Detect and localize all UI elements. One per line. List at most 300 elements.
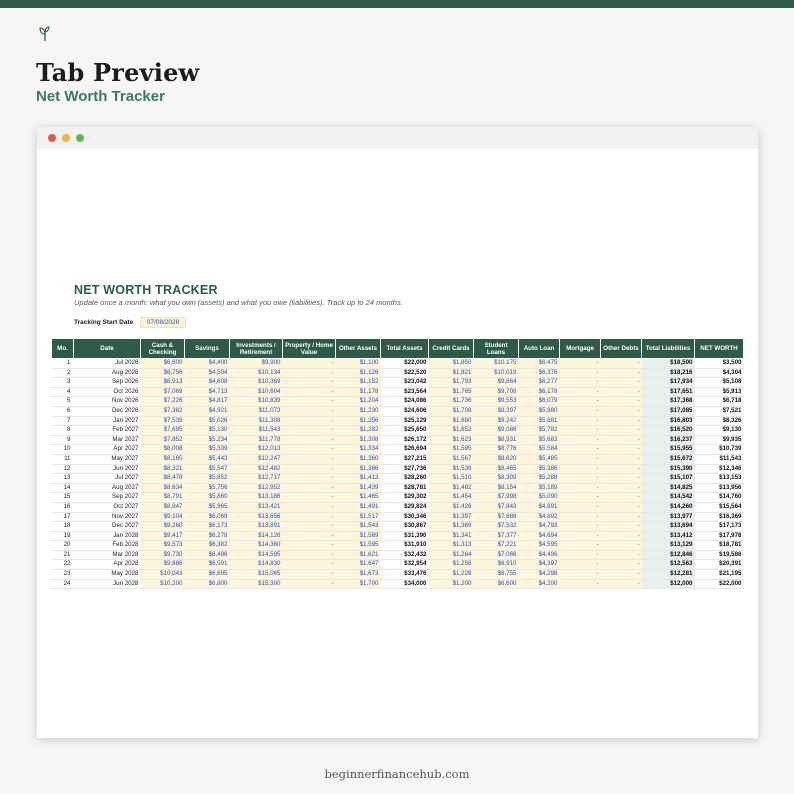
cell-net-worth: $6,718: [695, 397, 744, 407]
cell-student-loans[interactable]: $8,931: [474, 435, 519, 445]
cell-credit-cards[interactable]: $1,708: [429, 406, 474, 416]
cell-cash-checking[interactable]: $8,321: [141, 464, 185, 474]
cell-student-loans[interactable]: $7,998: [474, 493, 519, 503]
cell-credit-cards[interactable]: $1,256: [429, 560, 474, 570]
cell-savings[interactable]: $5,339: [185, 445, 230, 455]
cell-credit-cards[interactable]: $1,821: [429, 368, 474, 378]
cell-total-assets: $22,520: [381, 368, 429, 378]
cell-credit-cards[interactable]: $1,313: [429, 541, 474, 551]
sheet-title: NET WORTH TRACKER: [74, 283, 218, 297]
cell-other-assets[interactable]: $1,386: [336, 464, 381, 474]
cell-property-home-value[interactable]: -: [283, 359, 336, 369]
cell-credit-cards[interactable]: $1,228: [429, 570, 474, 580]
cell-investments-retirement[interactable]: $13,656: [230, 512, 283, 522]
cell-savings[interactable]: $5,026: [185, 416, 230, 426]
cell-other-assets[interactable]: $1,308: [336, 435, 381, 445]
cell-savings[interactable]: $6,591: [185, 560, 230, 570]
cell-month-number: 24: [52, 579, 74, 589]
cell-auto-loan[interactable]: $5,980: [519, 406, 560, 416]
cell-other-assets[interactable]: $1,439: [336, 483, 381, 493]
cell-investments-retirement[interactable]: $15,065: [230, 570, 283, 580]
cell-date: Jan 2028: [74, 531, 141, 541]
cell-other-assets[interactable]: $1,256: [336, 416, 381, 426]
cell-property-home-value[interactable]: -: [283, 416, 336, 426]
column-header-other-debts: Other Debts: [601, 339, 642, 359]
table-row: [52, 426, 744, 436]
cell-investments-retirement[interactable]: $13,186: [230, 493, 283, 503]
cell-mortgage[interactable]: -: [560, 522, 601, 532]
cell-date: Dec 2026: [74, 406, 141, 416]
cell-other-debts[interactable]: -: [601, 550, 642, 560]
cell-savings[interactable]: $5,965: [185, 502, 230, 512]
cell-auto-loan[interactable]: $5,683: [519, 435, 560, 445]
cell-mortgage[interactable]: -: [560, 426, 601, 436]
cell-other-debts[interactable]: -: [601, 474, 642, 484]
cell-auto-loan[interactable]: $5,090: [519, 493, 560, 503]
cell-cash-checking[interactable]: $8,165: [141, 454, 185, 464]
cell-other-assets[interactable]: $1,360: [336, 454, 381, 464]
table-row: [52, 387, 744, 397]
cell-savings[interactable]: $5,756: [185, 483, 230, 493]
cell-property-home-value[interactable]: -: [283, 454, 336, 464]
cell-property-home-value[interactable]: -: [283, 378, 336, 388]
cell-student-loans[interactable]: $6,600: [474, 579, 519, 589]
cell-property-home-value[interactable]: -: [283, 464, 336, 474]
cell-cash-checking[interactable]: $8,008: [141, 445, 185, 455]
cell-other-assets[interactable]: $1,543: [336, 522, 381, 532]
cell-total-assets: $28,260: [381, 474, 429, 484]
cell-credit-cards[interactable]: $1,341: [429, 531, 474, 541]
cell-cash-checking[interactable]: $7,539: [141, 416, 185, 426]
cell-property-home-value[interactable]: -: [283, 474, 336, 484]
cell-auto-loan[interactable]: $4,200: [519, 579, 560, 589]
cell-auto-loan[interactable]: $4,496: [519, 550, 560, 560]
cell-mortgage[interactable]: -: [560, 368, 601, 378]
cell-student-loans[interactable]: $8,620: [474, 454, 519, 464]
cell-student-loans[interactable]: $10,175: [474, 359, 519, 369]
cell-other-debts[interactable]: -: [601, 502, 642, 512]
cell-credit-cards[interactable]: $1,567: [429, 454, 474, 464]
cell-other-debts[interactable]: -: [601, 426, 642, 436]
maximize-window-button[interactable]: [76, 134, 84, 142]
cell-auto-loan[interactable]: $4,595: [519, 541, 560, 551]
cell-auto-loan[interactable]: $4,991: [519, 502, 560, 512]
cell-other-debts[interactable]: -: [601, 531, 642, 541]
cell-auto-loan[interactable]: $4,694: [519, 531, 560, 541]
cell-property-home-value[interactable]: -: [283, 502, 336, 512]
cell-savings[interactable]: $5,860: [185, 493, 230, 503]
cell-investments-retirement[interactable]: $11,308: [230, 416, 283, 426]
cell-other-debts[interactable]: -: [601, 483, 642, 493]
cell-property-home-value[interactable]: -: [283, 368, 336, 378]
cell-date: Apr 2027: [74, 445, 141, 455]
cell-cash-checking[interactable]: $9,886: [141, 560, 185, 570]
cell-student-loans[interactable]: $9,086: [474, 426, 519, 436]
cell-savings[interactable]: $4,608: [185, 378, 230, 388]
cell-cash-checking[interactable]: $6,756: [141, 368, 185, 378]
cell-auto-loan[interactable]: $6,277: [519, 378, 560, 388]
cell-credit-cards[interactable]: $1,539: [429, 464, 474, 474]
cell-other-assets[interactable]: $1,569: [336, 531, 381, 541]
cell-other-assets[interactable]: $1,178: [336, 387, 381, 397]
cell-total-liabilities: $16,237: [642, 435, 695, 445]
cell-other-debts[interactable]: -: [601, 464, 642, 474]
cell-auto-loan[interactable]: $5,189: [519, 483, 560, 493]
cell-credit-cards[interactable]: $1,680: [429, 416, 474, 426]
cell-investments-retirement[interactable]: $15,300: [230, 579, 283, 589]
cell-other-debts[interactable]: -: [601, 406, 642, 416]
cell-investments-retirement[interactable]: $10,839: [230, 397, 283, 407]
cell-other-assets[interactable]: $1,413: [336, 474, 381, 484]
cell-other-debts[interactable]: -: [601, 579, 642, 589]
cell-auto-loan[interactable]: $5,881: [519, 416, 560, 426]
cell-net-worth: $10,739: [695, 445, 744, 455]
cell-month-number: 13: [52, 474, 74, 484]
cell-date: Jul 2026: [74, 359, 141, 369]
cell-investments-retirement[interactable]: $10,369: [230, 378, 283, 388]
cell-student-loans[interactable]: $7,843: [474, 502, 519, 512]
cell-property-home-value[interactable]: -: [283, 397, 336, 407]
cell-cash-checking[interactable]: $9,730: [141, 550, 185, 560]
cell-month-number: 20: [52, 541, 74, 551]
cell-other-debts[interactable]: -: [601, 368, 642, 378]
cell-credit-cards[interactable]: $1,369: [429, 522, 474, 532]
cell-other-assets[interactable]: $1,595: [336, 541, 381, 551]
cell-cash-checking[interactable]: $8,791: [141, 493, 185, 503]
cell-savings[interactable]: $6,486: [185, 550, 230, 560]
cell-investments-retirement[interactable]: $12,952: [230, 483, 283, 493]
cell-other-assets[interactable]: $1,621: [336, 550, 381, 560]
cell-savings[interactable]: $6,173: [185, 522, 230, 532]
cell-cash-checking[interactable]: $7,382: [141, 406, 185, 416]
cell-investments-retirement[interactable]: $10,134: [230, 368, 283, 378]
cell-savings[interactable]: $5,130: [185, 426, 230, 436]
cell-mortgage[interactable]: -: [560, 493, 601, 503]
cell-investments-retirement[interactable]: $14,595: [230, 550, 283, 560]
cell-auto-loan[interactable]: $6,079: [519, 397, 560, 407]
cell-other-assets[interactable]: $1,334: [336, 445, 381, 455]
minimize-window-button[interactable]: [62, 134, 70, 142]
cell-total-assets: $23,564: [381, 387, 429, 397]
cell-property-home-value[interactable]: -: [283, 445, 336, 455]
cell-other-debts[interactable]: -: [601, 397, 642, 407]
cell-date: Jul 2027: [74, 474, 141, 484]
cell-cash-checking[interactable]: $9,417: [141, 531, 185, 541]
cell-other-assets[interactable]: $1,282: [336, 426, 381, 436]
cell-mortgage[interactable]: -: [560, 550, 601, 560]
cell-investments-retirement[interactable]: $14,360: [230, 541, 283, 551]
cell-student-loans[interactable]: $9,553: [474, 397, 519, 407]
cell-property-home-value[interactable]: -: [283, 570, 336, 580]
cell-credit-cards[interactable]: $1,284: [429, 550, 474, 560]
cell-student-loans[interactable]: $8,465: [474, 464, 519, 474]
cell-mortgage[interactable]: -: [560, 435, 601, 445]
cell-auto-loan[interactable]: $4,397: [519, 560, 560, 570]
cell-total-liabilities: $16,520: [642, 426, 695, 436]
cell-other-debts[interactable]: -: [601, 541, 642, 551]
cell-cash-checking[interactable]: $6,600: [141, 359, 185, 369]
cell-mortgage[interactable]: -: [560, 445, 601, 455]
cell-total-liabilities: $18,500: [642, 359, 695, 369]
cell-property-home-value[interactable]: -: [283, 579, 336, 589]
cell-student-loans[interactable]: $8,776: [474, 445, 519, 455]
cell-other-debts[interactable]: -: [601, 454, 642, 464]
cell-savings[interactable]: $6,695: [185, 570, 230, 580]
cell-credit-cards[interactable]: $1,736: [429, 397, 474, 407]
cell-other-assets[interactable]: $1,517: [336, 512, 381, 522]
cell-net-worth: $20,391: [695, 560, 744, 570]
cell-auto-loan[interactable]: $5,782: [519, 426, 560, 436]
cell-credit-cards[interactable]: $1,426: [429, 502, 474, 512]
cell-student-loans[interactable]: $10,019: [474, 368, 519, 378]
cell-total-liabilities: $12,846: [642, 550, 695, 560]
cell-net-worth: $4,304: [695, 368, 744, 378]
cell-cash-checking[interactable]: $6,913: [141, 378, 185, 388]
cell-property-home-value[interactable]: -: [283, 406, 336, 416]
cell-investments-retirement[interactable]: $14,830: [230, 560, 283, 570]
cell-mortgage[interactable]: -: [560, 397, 601, 407]
cell-investments-retirement[interactable]: $11,778: [230, 435, 283, 445]
table-row: [52, 474, 744, 484]
cell-investments-retirement[interactable]: $9,900: [230, 359, 283, 369]
cell-total-assets: $31,910: [381, 541, 429, 551]
cell-property-home-value[interactable]: -: [283, 531, 336, 541]
cell-other-assets[interactable]: $1,204: [336, 397, 381, 407]
cell-property-home-value[interactable]: -: [283, 387, 336, 397]
cell-investments-retirement[interactable]: $12,717: [230, 474, 283, 484]
cell-total-liabilities: $15,955: [642, 445, 695, 455]
cell-mortgage[interactable]: -: [560, 541, 601, 551]
column-header-other-assets: Other Assets: [336, 339, 381, 359]
cell-other-debts[interactable]: -: [601, 493, 642, 503]
cell-savings[interactable]: $6,800: [185, 579, 230, 589]
cell-savings[interactable]: $6,278: [185, 531, 230, 541]
cell-credit-cards[interactable]: $1,652: [429, 426, 474, 436]
cell-student-loans[interactable]: $6,910: [474, 560, 519, 570]
cell-date: Apr 2028: [74, 560, 141, 570]
cell-other-assets[interactable]: $1,647: [336, 560, 381, 570]
cell-mortgage[interactable]: -: [560, 378, 601, 388]
cell-month-number: 22: [52, 560, 74, 570]
cell-property-home-value[interactable]: -: [283, 512, 336, 522]
cell-cash-checking[interactable]: $7,226: [141, 397, 185, 407]
cell-net-worth: $17,173: [695, 522, 744, 532]
cell-mortgage[interactable]: -: [560, 483, 601, 493]
cell-student-loans[interactable]: $9,397: [474, 406, 519, 416]
cell-other-debts[interactable]: -: [601, 570, 642, 580]
cell-savings[interactable]: $6,069: [185, 512, 230, 522]
cell-credit-cards[interactable]: $1,397: [429, 512, 474, 522]
cell-other-assets[interactable]: $1,465: [336, 493, 381, 503]
cell-mortgage[interactable]: -: [560, 579, 601, 589]
cell-date: Nov 2027: [74, 512, 141, 522]
cell-other-assets[interactable]: $1,700: [336, 579, 381, 589]
cell-net-worth: $13,956: [695, 483, 744, 493]
cell-total-liabilities: $18,216: [642, 368, 695, 378]
cell-student-loans[interactable]: $6,755: [474, 570, 519, 580]
cell-investments-retirement[interactable]: $10,604: [230, 387, 283, 397]
cell-mortgage[interactable]: -: [560, 406, 601, 416]
table-row: [52, 368, 744, 378]
cell-net-worth: $9,130: [695, 426, 744, 436]
cell-total-assets: $32,954: [381, 560, 429, 570]
cell-other-assets[interactable]: $1,126: [336, 368, 381, 378]
cell-savings[interactable]: $5,234: [185, 435, 230, 445]
cell-savings[interactable]: $4,713: [185, 387, 230, 397]
cell-auto-loan[interactable]: $5,288: [519, 474, 560, 484]
cell-student-loans[interactable]: $8,309: [474, 474, 519, 484]
cell-mortgage[interactable]: -: [560, 416, 601, 426]
cell-other-assets[interactable]: $1,152: [336, 378, 381, 388]
cell-month-number: 21: [52, 550, 74, 560]
cell-auto-loan[interactable]: $6,475: [519, 359, 560, 369]
cell-auto-loan[interactable]: $6,178: [519, 387, 560, 397]
cell-property-home-value[interactable]: -: [283, 560, 336, 570]
cell-student-loans[interactable]: $9,708: [474, 387, 519, 397]
cell-investments-retirement[interactable]: $13,891: [230, 522, 283, 532]
cell-student-loans[interactable]: $7,066: [474, 550, 519, 560]
column-header-savings: Savings: [185, 339, 230, 359]
cell-cash-checking[interactable]: $10,043: [141, 570, 185, 580]
cell-credit-cards[interactable]: $1,793: [429, 378, 474, 388]
cell-savings[interactable]: $4,817: [185, 397, 230, 407]
cell-student-loans[interactable]: $7,221: [474, 541, 519, 551]
cell-other-assets[interactable]: $1,491: [336, 502, 381, 512]
cell-mortgage[interactable]: -: [560, 560, 601, 570]
cell-cash-checking[interactable]: $8,947: [141, 502, 185, 512]
cell-cash-checking[interactable]: $9,104: [141, 512, 185, 522]
cell-total-assets: $25,650: [381, 426, 429, 436]
cell-credit-cards[interactable]: $1,765: [429, 387, 474, 397]
cell-auto-loan[interactable]: $5,584: [519, 445, 560, 455]
cell-credit-cards[interactable]: $1,200: [429, 579, 474, 589]
cell-cash-checking[interactable]: $7,695: [141, 426, 185, 436]
cell-savings[interactable]: $5,547: [185, 464, 230, 474]
cell-savings[interactable]: $4,921: [185, 406, 230, 416]
cell-total-assets: $33,476: [381, 570, 429, 580]
cell-mortgage[interactable]: -: [560, 464, 601, 474]
cell-other-debts[interactable]: -: [601, 416, 642, 426]
cell-cash-checking[interactable]: $8,634: [141, 483, 185, 493]
column-header-cash-checking: Cash & Checking: [141, 339, 185, 359]
cell-credit-cards[interactable]: $1,623: [429, 435, 474, 445]
cell-mortgage[interactable]: -: [560, 454, 601, 464]
cell-savings[interactable]: $4,400: [185, 359, 230, 369]
cell-property-home-value[interactable]: -: [283, 541, 336, 551]
cell-mortgage[interactable]: -: [560, 531, 601, 541]
cell-savings[interactable]: $6,382: [185, 541, 230, 551]
cell-cash-checking[interactable]: $9,260: [141, 522, 185, 532]
cell-cash-checking[interactable]: $10,200: [141, 579, 185, 589]
cell-other-debts[interactable]: -: [601, 512, 642, 522]
cell-mortgage[interactable]: -: [560, 474, 601, 484]
cell-credit-cards[interactable]: $1,454: [429, 493, 474, 503]
cell-student-loans[interactable]: $9,864: [474, 378, 519, 388]
cell-student-loans[interactable]: $9,242: [474, 416, 519, 426]
cell-auto-loan[interactable]: $6,376: [519, 368, 560, 378]
cell-investments-retirement[interactable]: $12,482: [230, 464, 283, 474]
cell-total-assets: $23,042: [381, 378, 429, 388]
table-row: [52, 493, 744, 503]
cell-other-debts[interactable]: -: [601, 378, 642, 388]
cell-property-home-value[interactable]: -: [283, 426, 336, 436]
cell-other-assets[interactable]: $1,100: [336, 359, 381, 369]
cell-savings[interactable]: $5,443: [185, 454, 230, 464]
cell-other-assets[interactable]: $1,673: [336, 570, 381, 580]
cell-savings[interactable]: $4,504: [185, 368, 230, 378]
cell-property-home-value[interactable]: -: [283, 435, 336, 445]
cell-total-assets: $30,346: [381, 512, 429, 522]
cell-other-debts[interactable]: -: [601, 435, 642, 445]
cell-property-home-value[interactable]: -: [283, 493, 336, 503]
cell-investments-retirement[interactable]: $11,073: [230, 406, 283, 416]
cell-net-worth: $16,369: [695, 512, 744, 522]
tracking-start-date-input[interactable]: 07/08/2026: [140, 317, 186, 328]
cell-investments-retirement[interactable]: $11,543: [230, 426, 283, 436]
cell-other-debts[interactable]: -: [601, 387, 642, 397]
footer-website: beginnerfinancehub.com: [324, 767, 470, 781]
cell-cash-checking[interactable]: $9,573: [141, 541, 185, 551]
cell-student-loans[interactable]: $7,377: [474, 531, 519, 541]
cell-credit-cards[interactable]: $1,595: [429, 445, 474, 455]
cell-credit-cards[interactable]: $1,850: [429, 359, 474, 369]
cell-auto-loan[interactable]: $5,485: [519, 454, 560, 464]
cell-student-loans[interactable]: $8,154: [474, 483, 519, 493]
cell-investments-retirement[interactable]: $12,013: [230, 445, 283, 455]
cell-net-worth: $15,564: [695, 502, 744, 512]
cell-month-number: 1: [52, 359, 74, 369]
cell-other-debts[interactable]: -: [601, 445, 642, 455]
cell-total-liabilities: $17,651: [642, 387, 695, 397]
cell-mortgage[interactable]: -: [560, 512, 601, 522]
cell-month-number: 12: [52, 464, 74, 474]
cell-month-number: 3: [52, 378, 74, 388]
cell-auto-loan[interactable]: $4,298: [519, 570, 560, 580]
cell-other-debts[interactable]: -: [601, 522, 642, 532]
cell-investments-retirement[interactable]: $13,421: [230, 502, 283, 512]
cell-other-assets[interactable]: $1,230: [336, 406, 381, 416]
cell-credit-cards[interactable]: $1,510: [429, 474, 474, 484]
page-subtitle: Net Worth Tracker: [36, 88, 165, 105]
cell-date: Aug 2027: [74, 483, 141, 493]
cell-credit-cards[interactable]: $1,482: [429, 483, 474, 493]
cell-other-debts[interactable]: -: [601, 359, 642, 369]
cell-date: Feb 2027: [74, 426, 141, 436]
cell-property-home-value[interactable]: -: [283, 550, 336, 560]
cell-cash-checking[interactable]: $8,478: [141, 474, 185, 484]
cell-savings[interactable]: $5,652: [185, 474, 230, 484]
cell-mortgage[interactable]: -: [560, 387, 601, 397]
cell-auto-loan[interactable]: $4,892: [519, 512, 560, 522]
cell-cash-checking[interactable]: $7,852: [141, 435, 185, 445]
cell-mortgage[interactable]: -: [560, 359, 601, 369]
cell-property-home-value[interactable]: -: [283, 483, 336, 493]
window-titlebar: [37, 127, 758, 149]
cell-property-home-value[interactable]: -: [283, 522, 336, 532]
cell-student-loans[interactable]: $7,688: [474, 512, 519, 522]
cell-auto-loan[interactable]: $4,793: [519, 522, 560, 532]
cell-investments-retirement[interactable]: $14,126: [230, 531, 283, 541]
cell-student-loans[interactable]: $7,532: [474, 522, 519, 532]
cell-total-assets: $29,824: [381, 502, 429, 512]
cell-other-debts[interactable]: -: [601, 560, 642, 570]
cell-cash-checking[interactable]: $7,069: [141, 387, 185, 397]
cell-auto-loan[interactable]: $5,386: [519, 464, 560, 474]
cell-mortgage[interactable]: -: [560, 570, 601, 580]
cell-mortgage[interactable]: -: [560, 502, 601, 512]
close-window-button[interactable]: [48, 134, 56, 142]
cell-investments-retirement[interactable]: $12,247: [230, 454, 283, 464]
